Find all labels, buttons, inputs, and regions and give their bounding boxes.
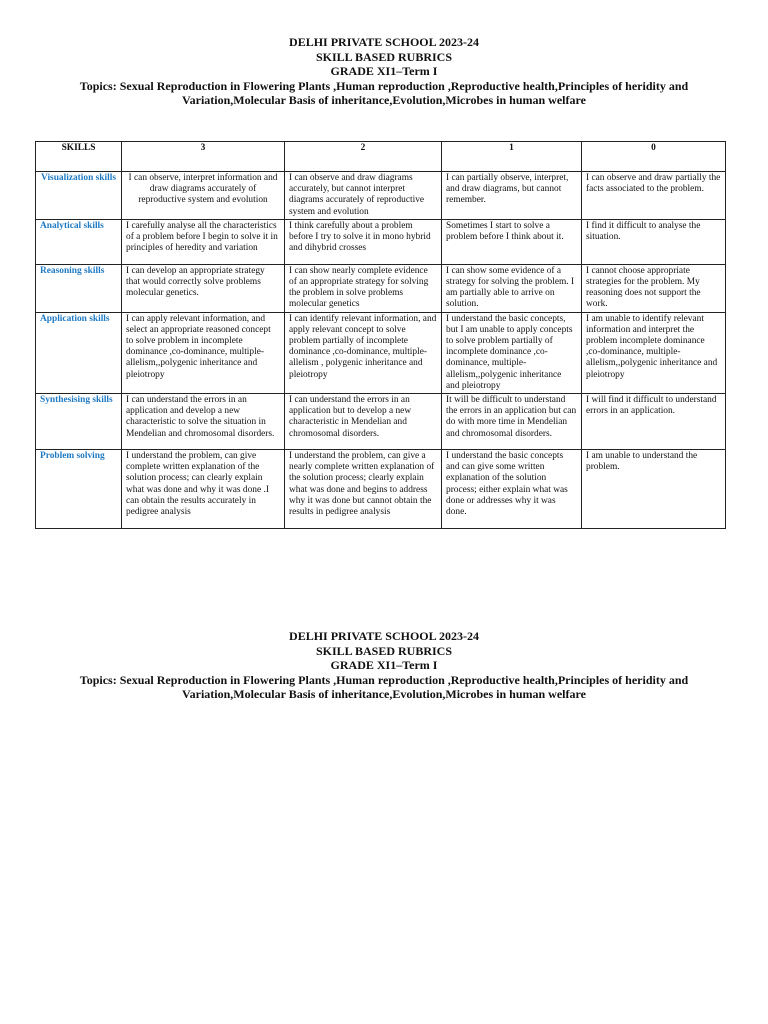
rubric-cell: I can observe and draw partially the facts associated to the problem. xyxy=(582,172,726,220)
rubric-cell: I understand the problem, can give a nearly complete written explanation of the solution process; clearly explain what was done and begins to address why it was done but cannot obtain the results in pedigree analysis xyxy=(285,450,442,529)
document-header xyxy=(0,35,768,108)
rubric-cell: Sometimes I start to solve a problem before I think about it. xyxy=(442,219,582,264)
rubric-cell: I can show some evidence of a strategy for solving the problem. I am partially able to arrive on solution. xyxy=(442,264,582,312)
rubric-cell: I can show nearly complete evidence of an appropriate strategy for solving the problem in solve problems molecular genetics xyxy=(285,264,442,312)
rubric-cell: I can identify relevant information, and apply relevant concept to solve problem partially of incomplete dominance ,co-dominance, multiple-allelism , polygenic inheritance and pleiotropy xyxy=(285,312,442,393)
skill-name: Visualization skills xyxy=(36,172,122,220)
rubric-cell: I can understand the errors in an application but to develop a new characteristic in Mendelian and chromosomal disorders. xyxy=(285,394,442,450)
rubric-cell: I find it difficult to analyse the situation. xyxy=(582,219,726,264)
rubric-cell: I can develop an appropriate strategy that would correctly solve problems molecular genetics. xyxy=(122,264,285,312)
skill-name: Application skills xyxy=(36,312,122,393)
rubric-cell: I can observe and draw diagrams accurately, but cannot interpret diagrams accurately of reproductive system and evolution xyxy=(285,172,442,220)
document-header-repeat xyxy=(0,629,768,702)
table-row xyxy=(36,312,726,393)
column-header-skills: SKILLS xyxy=(36,142,122,172)
column-header-score-0: 0 xyxy=(582,142,726,172)
rubric-cell: I can partially observe, interpret, and draw diagrams, but cannot remember. xyxy=(442,172,582,220)
table-row xyxy=(36,450,726,529)
column-header-score-1: 1 xyxy=(442,142,582,172)
skill-name: Analytical skills xyxy=(36,219,122,264)
table-row xyxy=(36,264,726,312)
grade-term: GRADE XI1–Term I xyxy=(330,658,438,673)
topics-line: Topics: Sexual Reproduction in Flowering Plants ,Human reproduction ,Reproductive health,Principles of heridity and Variation,Molecular Basis of inheritance,Evolution,Microbes in human welfare xyxy=(79,78,689,108)
table-row xyxy=(36,219,726,264)
rubric-cell: I carefully analyse all the characteristics of a problem before I begin to solve it in principles of heredity and variation xyxy=(122,219,285,264)
skill-name: Synthesising skills xyxy=(36,394,122,450)
rubric-table xyxy=(35,141,726,529)
rubric-cell: I will find it difficult to understand errors in an application. xyxy=(582,394,726,450)
rubric-cell: I can observe, interpret information and draw diagrams accurately of reproductive system and evolution xyxy=(122,172,285,220)
table-header-row xyxy=(36,142,726,172)
school-name: DELHI PRIVATE SCHOOL 2023-24 xyxy=(289,629,479,643)
grade-term: GRADE XI1–Term I xyxy=(330,64,438,79)
rubric-cell: I understand the problem, can give complete written explanation of the solution process; can clearly explain what was done and why it was done .I can obtain the results accurately in pedigree analysis xyxy=(122,450,285,529)
column-header-score-3: 3 xyxy=(122,142,285,172)
rubric-cell: I can understand the errors in an application and develop a new characteristic to solve the situation in Mendelian and chromosomal disorders. xyxy=(122,394,285,450)
rubric-cell: I think carefully about a problem before I try to solve it in mono hybrid and dihybrid crosses xyxy=(285,219,442,264)
rubric-cell: I am unable to understand the problem. xyxy=(582,450,726,529)
table-row xyxy=(36,394,726,450)
column-header-score-2: 2 xyxy=(285,142,442,172)
skill-name: Problem solving xyxy=(36,450,122,529)
topics-line: Topics: Sexual Reproduction in Flowering Plants ,Human reproduction ,Reproductive health,Principles of heridity and Variation,Molecular Basis of inheritance,Evolution,Microbes in human welfare xyxy=(79,672,689,702)
document-subtitle: SKILL BASED RUBRICS xyxy=(315,643,453,658)
rubric-cell: It will be difficult to understand the errors in an application but can do with more time in Mendelian and chromosomal disorders. xyxy=(442,394,582,450)
table-row xyxy=(36,172,726,220)
skill-name: Reasoning skills xyxy=(36,264,122,312)
document-subtitle: SKILL BASED RUBRICS xyxy=(315,49,453,64)
rubric-cell: I cannot choose appropriate strategies for the problem. My reasoning does not support the work. xyxy=(582,264,726,312)
rubric-cell: I understand the basic concepts and can give some written explanation of the solution process; either explain what was done or addresses why it was done. xyxy=(442,450,582,529)
rubric-cell: I am unable to identify relevant information and interpret the problem incomplete dominance ,co-dominance, multiple-allelism,,polygenic inheritance and pleiotropy xyxy=(582,312,726,393)
rubric-cell: I understand the basic concepts, but I am unable to apply concepts to solve problem partially of incomplete dominance ,co-dominance, multiple-allelism,,polygenic inheritance and pleiotropy xyxy=(442,312,582,393)
school-name: DELHI PRIVATE SCHOOL 2023-24 xyxy=(289,35,479,49)
rubric-cell: I can apply relevant information, and select an appropriate reasoned concept to solve problem in incomplete dominance ,co-dominance, multiple-allelism,,polygenic inheritance and pleiotropy xyxy=(122,312,285,393)
